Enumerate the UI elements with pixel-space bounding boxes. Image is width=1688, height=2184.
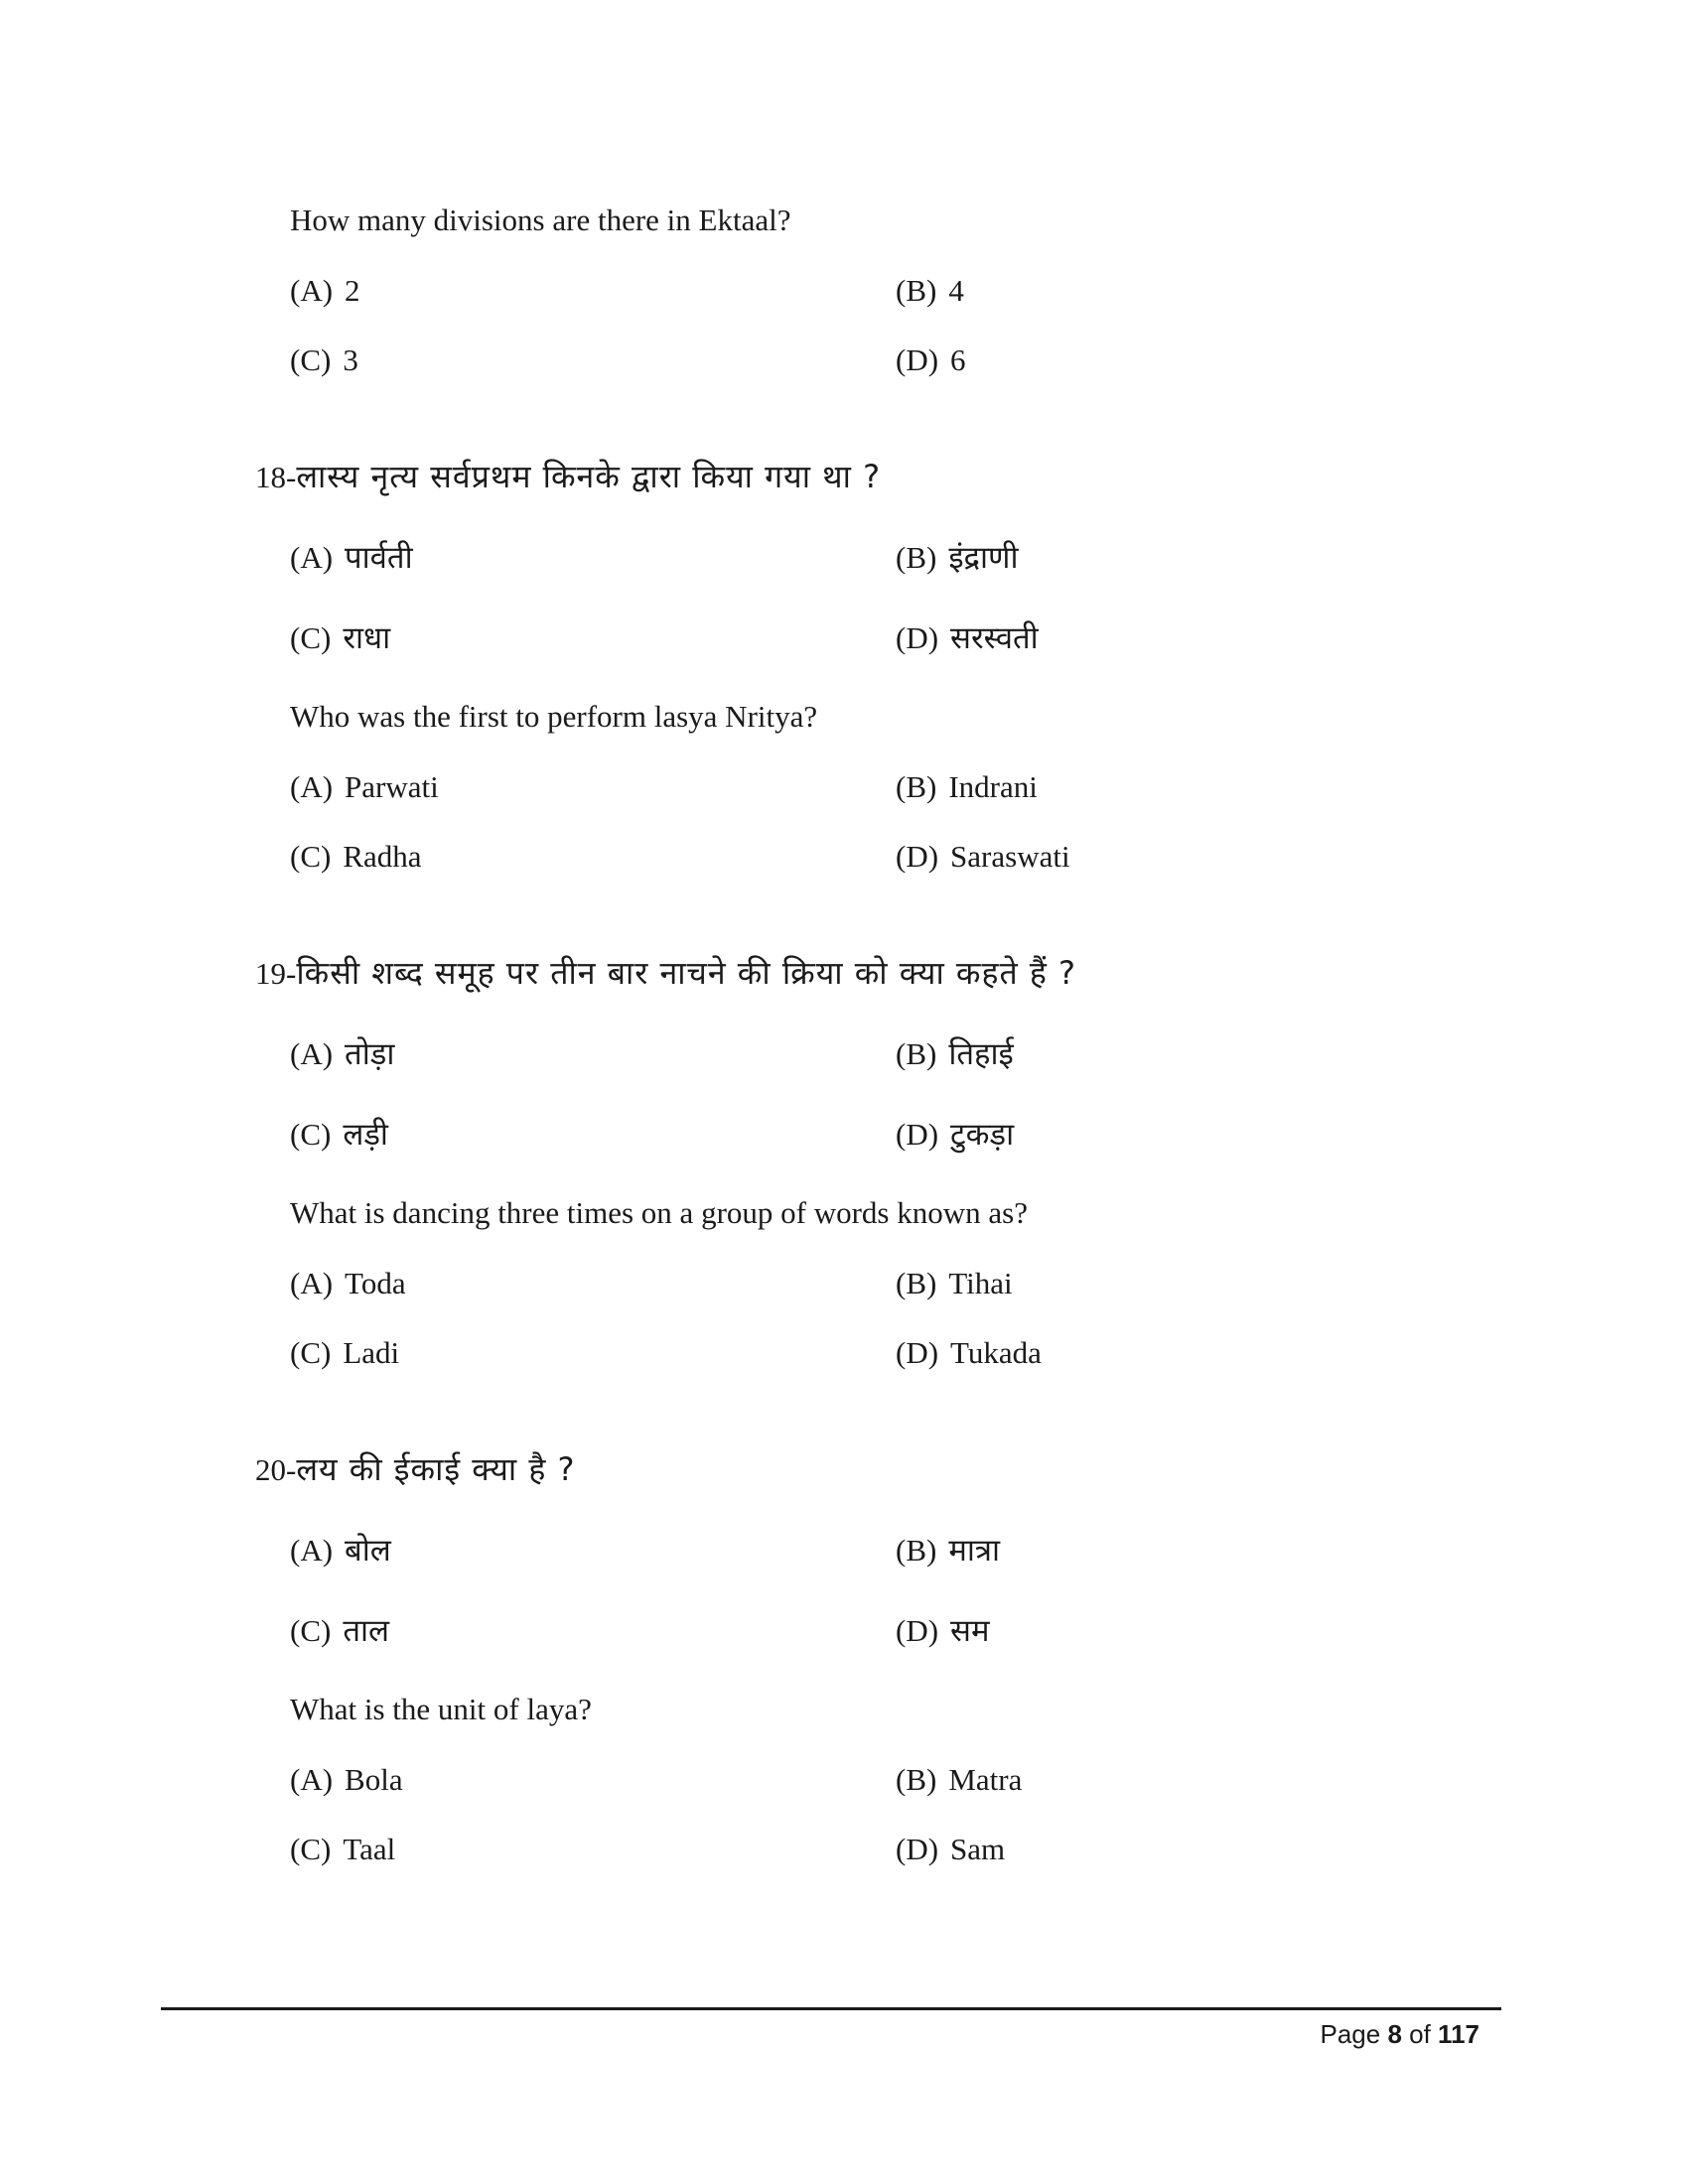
q20-english-question: What is the unit of laya? [290, 1692, 592, 1726]
q20-hi-option-b: (B) मात्रा [896, 1533, 1001, 1569]
q19-english-question: What is dancing three times on a group of words known as? [290, 1195, 1028, 1230]
q18-hi-option-a: (A) पार्वती [290, 540, 413, 576]
q20-hi-option-d: (D) सम [896, 1613, 990, 1649]
q20-hindi-question: 20-लय की ईकाई क्या है ? [255, 1450, 576, 1488]
q18-hindi-question: 18-लास्य नृत्य सर्वप्रथम किनके द्वारा किया गया था ? [255, 458, 882, 495]
page-number: Page 8 of 117 [1320, 2019, 1479, 2049]
q20-en-option-b: (B) Matra [896, 1762, 1023, 1797]
q19-hi-option-c: (C) लड़ी [290, 1117, 388, 1153]
q19-hi-option-b: (B) तिहाई [896, 1036, 1014, 1072]
footer-divider [161, 2007, 1501, 2010]
q19-hindi-question: 19-किसी शब्द समूह पर तीन बार नाचने की क्रिया को क्या कहते हैं ? [255, 954, 1077, 992]
q18-hi-option-d: (D) सरस्वती [896, 620, 1039, 656]
q20-en-option-a: (A) Bola [290, 1762, 403, 1797]
q18-en-option-d: (D) Saraswati [896, 839, 1070, 874]
q18-en-option-c: (C) Radha [290, 839, 422, 874]
q17-en-option-b: (B) 4 [896, 273, 964, 308]
q20-en-option-d: (D) Sam [896, 1832, 1006, 1866]
q20-number: 20- [255, 1452, 297, 1487]
q17-en-option-d: (D) 6 [896, 342, 966, 377]
q19-hi-option-d: (D) टुकड़ा [896, 1117, 1015, 1153]
q19-en-option-a: (A) Toda [290, 1266, 406, 1300]
q17-en-option-c: (C) 3 [290, 342, 358, 377]
q19-en-option-d: (D) Tukada [896, 1335, 1042, 1370]
q17-english-question: How many divisions are there in Ektaal? [290, 203, 791, 237]
q18-number: 18- [255, 460, 297, 494]
q18-en-option-a: (A) Parwati [290, 769, 439, 804]
q19-number: 19- [255, 956, 297, 991]
q19-hi-option-a: (A) तोड़ा [290, 1036, 395, 1072]
q17-en-option-a: (A) 2 [290, 273, 360, 308]
q18-hi-option-c: (C) राधा [290, 620, 391, 656]
q18-english-question: Who was the first to perform lasya Nritya? [290, 699, 818, 734]
q20-hi-option-c: (C) ताल [290, 1613, 390, 1649]
q18-en-option-b: (B) Indrani [896, 769, 1038, 804]
q20-hi-option-a: (A) बोल [290, 1533, 391, 1569]
q19-en-option-c: (C) Ladi [290, 1335, 400, 1370]
q18-hi-option-b: (B) इंद्राणी [896, 540, 1019, 576]
q19-en-option-b: (B) Tihai [896, 1266, 1013, 1300]
q20-en-option-c: (C) Taal [290, 1832, 396, 1866]
